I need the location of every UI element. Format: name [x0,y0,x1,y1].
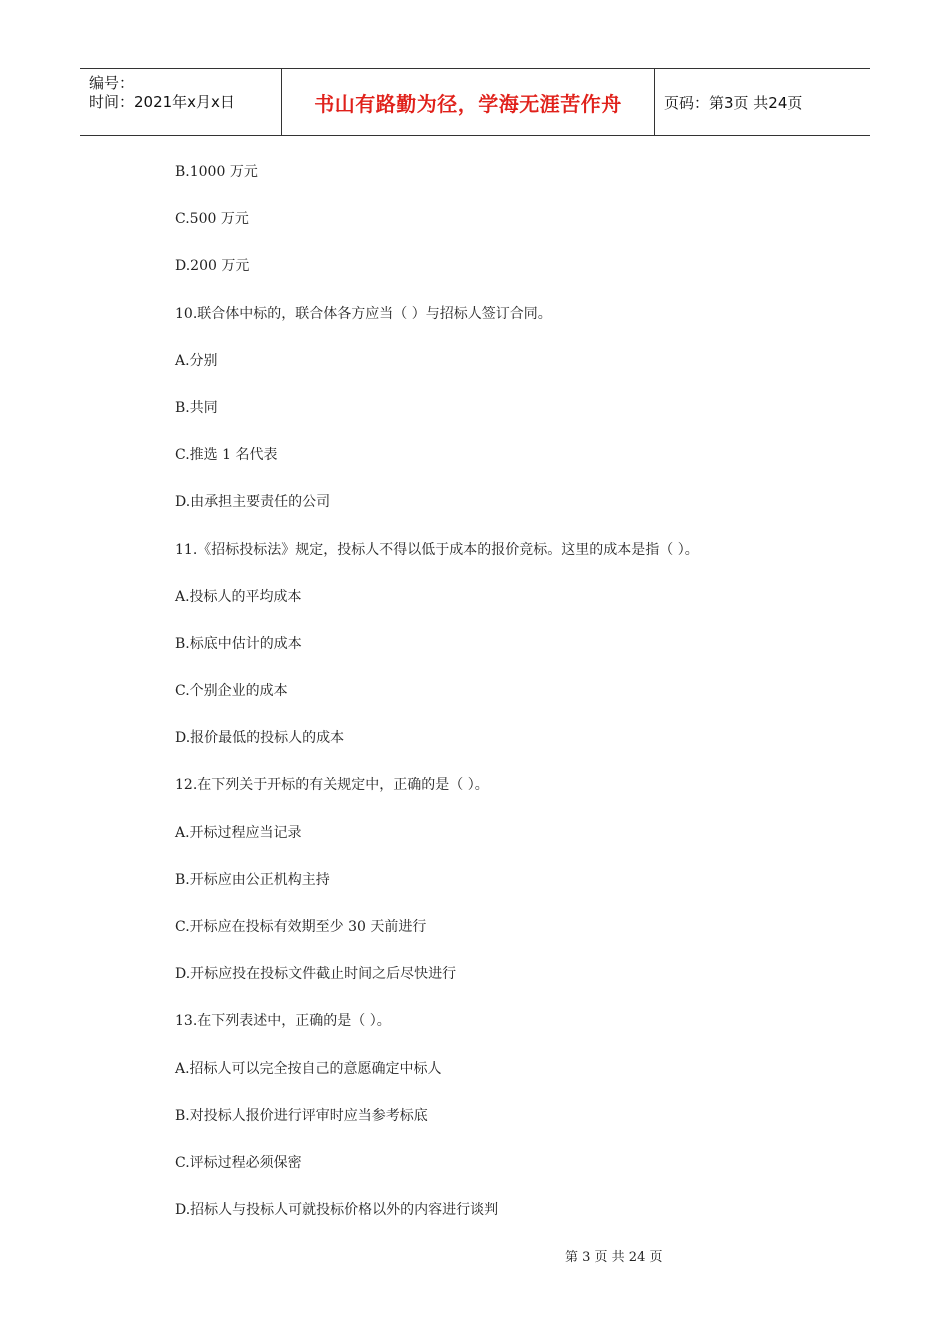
option-line: C.开标应在投标有效期至少 30 天前进行 [175,919,427,935]
question-line: 11.《招标投标法》规定，投标人不得以低于成本的报价竞标。这里的成本是指（ ）。 [175,541,699,558]
document-time-label: 时间：2021年x月x日 [89,93,235,111]
option-line: D.报价最低的投标人的成本 [175,730,345,747]
document-number-label: 编号： [89,74,135,92]
header-motto: 书山有路勤为径，学海无涯苦作舟 [314,91,622,116]
question-line: 10.联合体中标的，联合体各方应当（ ）与招标人签订合同。 [175,305,552,322]
question-line: 12.在下列关于开标的有关规定中，正确的是（ ）。 [175,777,489,794]
option-line: C.个别企业的成本 [175,683,288,700]
option-line: B.共同 [175,399,218,416]
option-line: A.分别 [175,352,218,369]
option-line: C.推选 1 名代表 [175,447,278,464]
text-line: D.200 万元 [175,258,250,275]
question-line: 13.在下列表述中，正确的是（ ）。 [175,1013,391,1030]
document-body [175,158,875,1243]
option-line: B.开标应由公正机构主持 [175,871,330,888]
header-meta [80,69,281,135]
option-line: A.投标人的平均成本 [175,588,302,605]
footer-page-number: 第 3 页 共 24 页 [565,1250,663,1265]
option-line: D.由承担主要责任的公司 [175,494,331,511]
page-header [80,68,870,136]
option-line: B.标底中估计的成本 [175,635,302,652]
header-page-info: 页码：第3页 共24页 [664,93,803,112]
option-line: D.招标人与投标人可就投标价格以外的内容进行谈判 [175,1202,499,1219]
header-divider-right [654,69,655,135]
option-line: A.招标人可以完全按自己的意愿确定中标人 [175,1060,442,1077]
text-line: B.1000 万元 [175,164,258,180]
text-line: C.500 万元 [175,211,249,228]
option-line: C.评标过程必须保密 [175,1154,302,1171]
option-line: B.对投标人报价进行评审时应当参考标底 [175,1107,428,1124]
option-line: A.开标过程应当记录 [175,824,302,841]
option-line: D.开标应投在投标文件截止时间之后尽快进行 [175,966,457,983]
